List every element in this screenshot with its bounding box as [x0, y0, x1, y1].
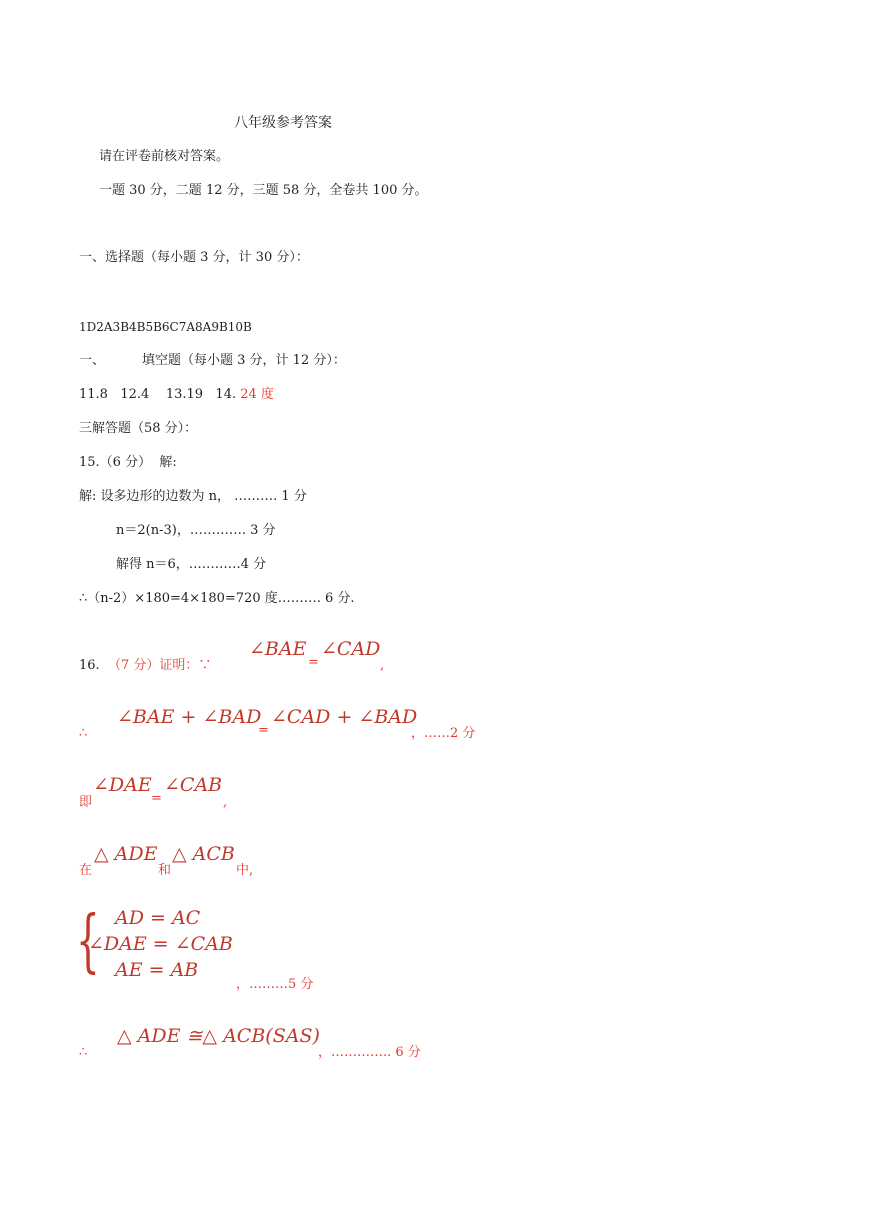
section-2-answers	[79, 388, 274, 401]
q16-points: （7 分）证明：∵	[108, 658, 212, 673]
q16-number: 16.	[79, 658, 100, 673]
intro-line-2: 一题 30 分，二题 12 分，三题 58 分，全卷共 100 分。	[99, 183, 428, 198]
q15-line-1: 解: 设多边形的边数为 n， ………. 1 分	[79, 489, 307, 504]
section-2-heading-number: 一、	[79, 353, 106, 368]
q16-line3-eq: =	[151, 791, 162, 806]
page-title: 八年级参考答案	[234, 115, 332, 131]
q16-line3-prefix: 即	[79, 795, 93, 810]
q16-line4-math-b: △ ACB	[172, 843, 235, 865]
q16-line4-mid: 和	[158, 863, 172, 878]
q15-header: 15.（6 分） 解:	[79, 455, 177, 470]
q15-line-2: n＝2(n-3)，…………. 3 分	[116, 523, 276, 538]
q16-line3-math-a: ∠DAE	[93, 774, 152, 796]
q16-line4-prefix: 在	[79, 863, 93, 878]
answer-14: 24 度	[240, 387, 274, 402]
q16-line6-tail: ，………….. 6 分	[318, 1045, 421, 1060]
q16-line1-tail: ,	[380, 658, 385, 673]
q16-line1-eq: =	[308, 655, 319, 670]
q16-line1-math-a: ∠BAE	[249, 638, 307, 660]
q16-line4-tail: 中,	[236, 863, 254, 878]
system-tail: ，………5 分	[236, 977, 314, 992]
q16-line2-eq: =	[258, 723, 269, 738]
q16-line3-tail: ,	[223, 795, 228, 810]
section-1-heading: 一、选择题（每小题 3 分，计 30 分）：	[79, 250, 309, 265]
q15-line-3: 解得 n＝6，…………4 分	[116, 557, 267, 572]
section-2-heading: 填空题（每小题 3 分，计 12 分）：	[142, 353, 346, 368]
system-brace: {	[76, 902, 100, 981]
q16-line3-math-b: ∠CAB	[164, 774, 223, 796]
q15-line-4: ∴（n-2）×180=4×180=720 度………. 6 分.	[79, 591, 355, 606]
q16-line4-math-a: △ ADE	[94, 843, 158, 865]
q16-line2-math-b: ∠CAD + ∠BAD	[271, 706, 418, 728]
q16-line6-math: △ ADE ≅△ ACB(SAS)	[117, 1025, 320, 1047]
system-line-1: AD = AC	[115, 907, 201, 929]
answers-11-to-14: 11.8 12.4 13.19 14.	[79, 387, 237, 402]
section-3-heading: 三解答题（58 分）：	[79, 421, 198, 436]
q16-line1-math-b: ∠CAD	[321, 638, 381, 660]
system-line-2: ∠DAE = ∠CAB	[88, 933, 233, 955]
section-1-answers: 1D2A3B4B5B6C7A8A9B10B	[79, 320, 252, 334]
q16-line6-therefore: ∴	[79, 1045, 88, 1060]
q16-line2-therefore: ∴	[79, 726, 88, 741]
system-line-3: AE = AB	[115, 959, 199, 981]
intro-line-1: 请在评卷前核对答案。	[99, 149, 230, 164]
q16-line2-math-a: ∠BAE + ∠BAD	[117, 706, 262, 728]
q16-line2-tail: ，……2 分	[411, 726, 476, 741]
